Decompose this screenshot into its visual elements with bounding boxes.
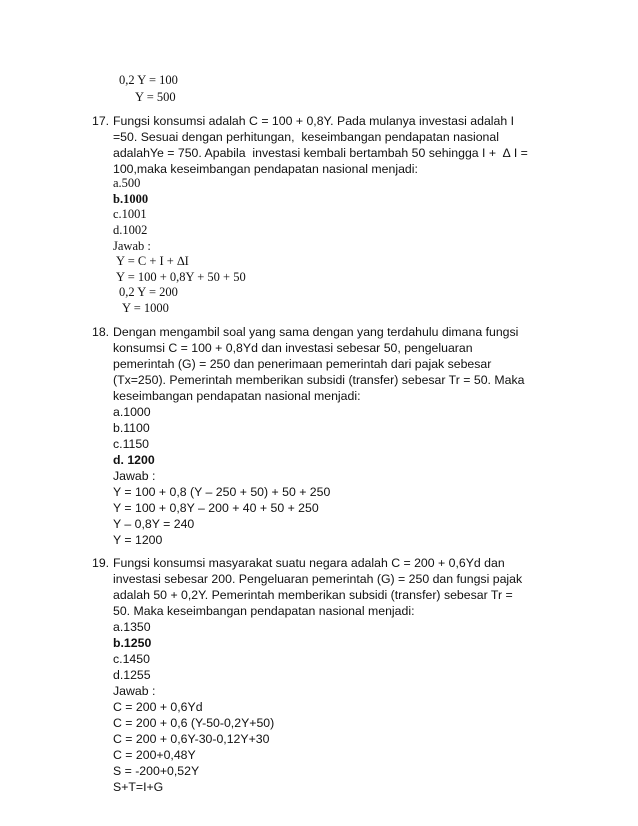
question-number: 18. (92, 325, 110, 339)
working-line: C = 200 + 0,6 (Y-50-0,2Y+50) (113, 716, 275, 730)
question-text-line: 100,maka keseimbangan pendapatan nasional menjadi: (113, 162, 418, 176)
working-line: Y = 100 + 0,8Y + 50 + 50 (116, 270, 246, 284)
working-line: C = 200 + 0,6Yd (113, 700, 203, 714)
answer-label: Jawab : (113, 684, 156, 698)
working-line: S+T=I+G (113, 780, 164, 794)
answer-option: a.500 (113, 176, 141, 190)
working-line: Y – 0,8Y = 240 (113, 517, 195, 531)
answer-option: b.1100 (113, 421, 150, 435)
working-line: 0,2 Y = 200 (119, 285, 178, 299)
answer-option: c.1001 (113, 207, 147, 221)
question-text-line: Dengan mengambil soal yang sama dengan yang terdahulu dimana fungsi (113, 325, 519, 339)
question-text-line: konsumsi C = 100 + 0,8Yd dan investasi sebesar 50, pengeluaran (113, 341, 473, 355)
question-text-line: Fungsi konsumsi masyarakat suatu negara adalah C = 200 + 0,6Yd dan (113, 556, 505, 570)
answer-option: a.1000 (113, 405, 151, 419)
answer-option-correct: b.1000 (113, 192, 149, 206)
question-text-line: =50. Sesuai dengan perhitungan, keseimbangan pendapatan nasional (113, 130, 499, 144)
question-number: 17. (92, 114, 110, 128)
question-text-line: adalah 50 + 0,2Y. Pemerintah memberikan subsidi (transfer) sebesar Tr = (113, 588, 513, 602)
working-line: Y = 1200 (113, 533, 163, 547)
answer-option: c.1450 (113, 652, 150, 666)
answer-label: Jawab : (113, 469, 156, 483)
working-line: Y = C + I + ∆I (116, 254, 189, 268)
answer-label: Jawab : (113, 239, 151, 253)
answer-option: d.1002 (113, 223, 148, 237)
working-line: Y = 100 + 0,8 (Y – 250 + 50) + 50 + 250 (113, 485, 331, 499)
working-line: Y = 1000 (122, 301, 169, 315)
question-text-line: pemerintah (G) = 250 dan penerimaan pemerintah dari pajak sebesar (113, 357, 492, 371)
working-line: Y = 100 + 0,8Y – 200 + 40 + 50 + 250 (113, 501, 319, 515)
preamble-line: Y = 500 (135, 90, 176, 104)
question-number: 19. (92, 556, 110, 570)
question-text-line: (Tx=250). Pemerintah memberikan subsidi (transfer) sebesar Tr = 50. Maka (113, 373, 525, 387)
working-line: C = 200 + 0,6Y-30-0,12Y+30 (113, 732, 270, 746)
question-text-line: Fungsi konsumsi adalah C = 100 + 0,8Y. Pada mulanya investasi adalah I (113, 114, 515, 128)
question-text-line: keseimbangan pendapatan nasional menjadi: (113, 389, 361, 403)
answer-option-correct: b.1250 (113, 636, 152, 650)
question-text-line: 50. Maka keseimbangan pendapatan nasional menjadi: (113, 604, 415, 618)
answer-option: a.1350 (113, 620, 151, 634)
working-line: S = -200+0,52Y (113, 764, 200, 778)
question-text-line: adalahYe = 750. Apabila investasi kembali bertambah 50 sehingga I + ∆ I = (113, 146, 528, 160)
working-line: C = 200+0,48Y (113, 748, 196, 762)
answer-option-correct: d. 1200 (113, 453, 155, 467)
answer-option: c.1150 (113, 437, 150, 451)
question-text-line: investasi sebesar 200. Pengeluaran pemerintah (G) = 250 dan fungsi pajak (113, 572, 523, 586)
answer-option: d.1255 (113, 668, 151, 682)
preamble-line: 0,2 Y = 100 (119, 73, 178, 87)
